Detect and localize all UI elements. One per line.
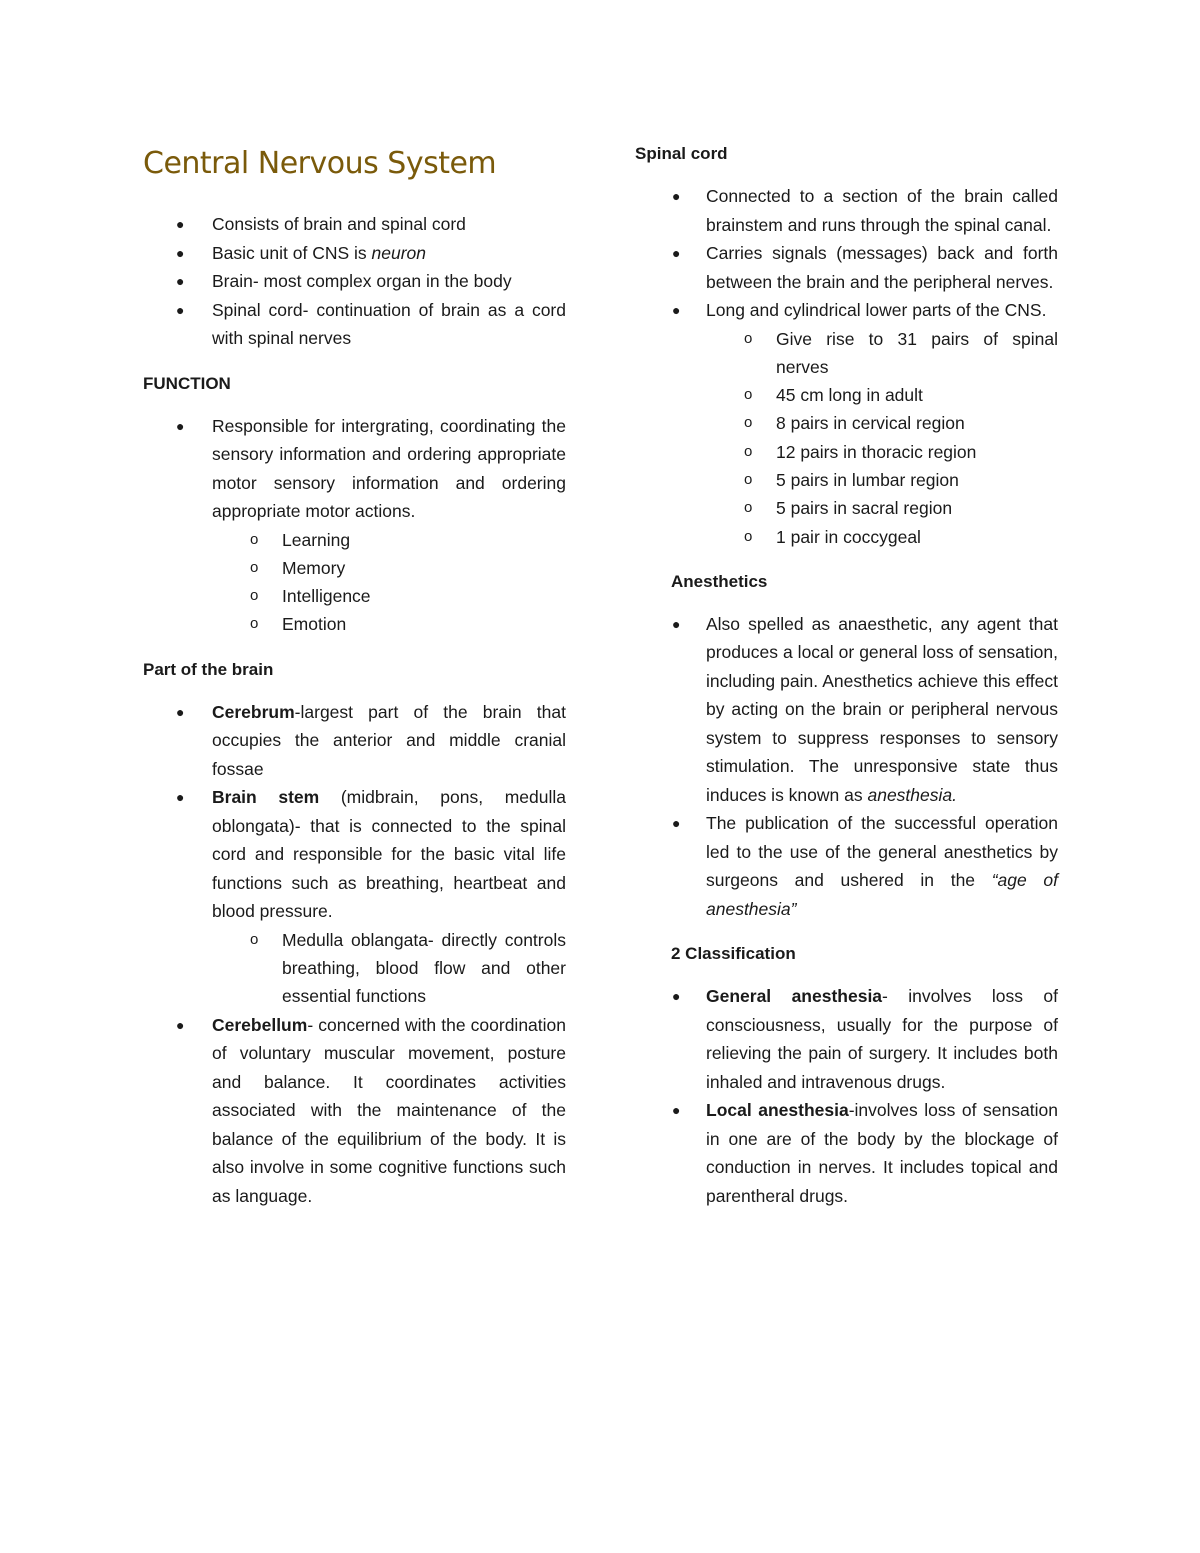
right-column [635, 140, 1058, 1227]
list-item: ● The publication of the successful operation led to the use of the general anesthetics by surgeons and ushered in the “age of anesthesia” [635, 809, 1058, 923]
left-column [143, 140, 566, 1227]
spinal-cord-heading: Spinal cord [635, 144, 728, 163]
sub-list-item: o 5 pairs in lumbar region [706, 466, 1058, 494]
spinal-cord-sublist [706, 325, 1058, 551]
classification-heading: 2 Classification [671, 944, 796, 964]
bullet-icon: ● [176, 703, 185, 720]
circle-bullet-icon: o [744, 527, 753, 545]
circle-bullet-icon: o [744, 386, 753, 404]
circle-bullet-icon: o [744, 442, 753, 460]
bullet-icon: ● [672, 188, 681, 204]
list-item: ● Responsible for intergrating, coordinating the sensory information and ordering appropriate motor sensory information and ordering appropriate motor actions. o Learning o Memory o Intelligence o Emotion [143, 412, 566, 639]
function-sublist [212, 526, 566, 639]
sub-list-item: o 45 cm long in adult [706, 381, 1058, 409]
list-item: ● Long and cylindrical lower parts of the CNS. o Give rise to 31 pairs of spinal nerves o 45 cm long in adult o 8 pairs in cervical region o 12 pairs in thoracic region o 5 pairs in lumbar region o 5 pairs in sacral region o 1 pair in coccygeal [635, 296, 1058, 551]
document-title: Central Nervous System [143, 146, 497, 181]
list-item: ● Consists of brain and spinal cord [143, 210, 566, 239]
sub-list-item: o Emotion [212, 610, 566, 638]
circle-bullet-icon: o [250, 587, 259, 605]
sub-list-item: o Give rise to 31 pairs of spinal nerves [706, 325, 1058, 382]
parts-list [143, 698, 566, 1210]
bullet-icon: ● [176, 244, 185, 261]
sub-list-item: o Medulla oblangata- directly controls breathing, blood flow and other essential functions [212, 926, 566, 1011]
list-item: ● Basic unit of CNS is neuron [143, 239, 566, 268]
list-item: ● General anesthesia- involves loss of consciousness, usually for the purpose of relieving the pain of surgery. It includes both inhaled and intravenous drugs. [635, 982, 1058, 1096]
circle-bullet-icon: o [250, 530, 259, 548]
parts-heading: Part of the brain [143, 659, 274, 679]
list-item: ● Brain stem (midbrain, pons, medulla oblongata)- that is connected to the spinal cord and responsible for the basic vital life functions such as breathing, heartbeat and blood pressure. o Medulla oblangata- directly controls breathing, blood flow and other essential functions [143, 783, 566, 1010]
list-item: ● Brain- most complex organ in the body [143, 267, 566, 296]
bullet-icon: ● [176, 273, 185, 289]
list-item: ● Carries signals (messages) back and forth between the brain and the peripheral nerves. [635, 239, 1058, 296]
list-item: ● Connected to a section of the brain called brainstem and runs through the spinal canal. [635, 182, 1058, 239]
circle-bullet-icon: o [744, 329, 753, 347]
bullet-icon: ● [176, 301, 185, 318]
bullet-icon: ● [672, 245, 681, 261]
sub-list-item: o 8 pairs in cervical region [706, 409, 1058, 437]
anesthetics-heading: Anesthetics [671, 571, 768, 591]
spinal-cord-list [635, 182, 1058, 551]
circle-bullet-icon: o [250, 930, 259, 948]
bullet-icon: ● [176, 216, 185, 232]
sub-list-item: o 1 pair in coccygeal [706, 523, 1058, 551]
bullet-icon: ● [672, 988, 681, 1005]
list-item: ● Also spelled as anaesthetic, any agent that produces a local or general loss of sensation, including pain. Anesthetics achieve this effect by acting on the brain or peripheral nervous system to suppress responses to sensory stimulation. The unresponsive state thus induces is known as anesthesia. [635, 610, 1058, 810]
list-item: ● Spinal cord- continuation of brain as a cord with spinal nerves [143, 296, 566, 353]
circle-bullet-icon: o [744, 499, 753, 517]
brainstem-sublist [212, 926, 566, 1011]
function-list [143, 412, 566, 639]
circle-bullet-icon: o [744, 470, 753, 488]
bullet-icon: ● [672, 1102, 681, 1119]
circle-bullet-icon: o [250, 558, 259, 576]
list-item: ● Cerebellum- concerned with the coordination of voluntary muscular movement, posture and balance. It coordinates activities associated with the maintenance of the balance of the equilibrium of the body. It is also involve in some cognitive functions such as language. [143, 1011, 566, 1211]
bullet-icon: ● [176, 1016, 185, 1033]
bullet-icon: ● [176, 417, 185, 434]
sub-list-item: o Learning [212, 526, 566, 554]
intro-list [143, 210, 566, 353]
sub-list-item: o 12 pairs in thoracic region [706, 438, 1058, 466]
list-item: ● Local anesthesia-involves loss of sensation in one are of the body by the blockage of conduction in nerves. It includes topical and parentheral drugs. [635, 1096, 1058, 1210]
circle-bullet-icon: o [744, 414, 753, 432]
circle-bullet-icon: o [250, 615, 259, 633]
bullet-icon: ● [672, 815, 681, 832]
bullet-icon: ● [672, 302, 681, 318]
sub-list-item: o Memory [212, 554, 566, 582]
bullet-icon: ● [176, 789, 185, 806]
anesthetics-list [635, 610, 1058, 924]
classification-list [635, 982, 1058, 1210]
function-heading: FUNCTION [143, 373, 231, 393]
sub-list-item: o 5 pairs in sacral region [706, 494, 1058, 522]
list-item: ● Cerebrum-largest part of the brain that occupies the anterior and middle cranial fossae [143, 698, 566, 784]
sub-list-item: o Intelligence [212, 582, 566, 610]
bullet-icon: ● [672, 615, 681, 632]
